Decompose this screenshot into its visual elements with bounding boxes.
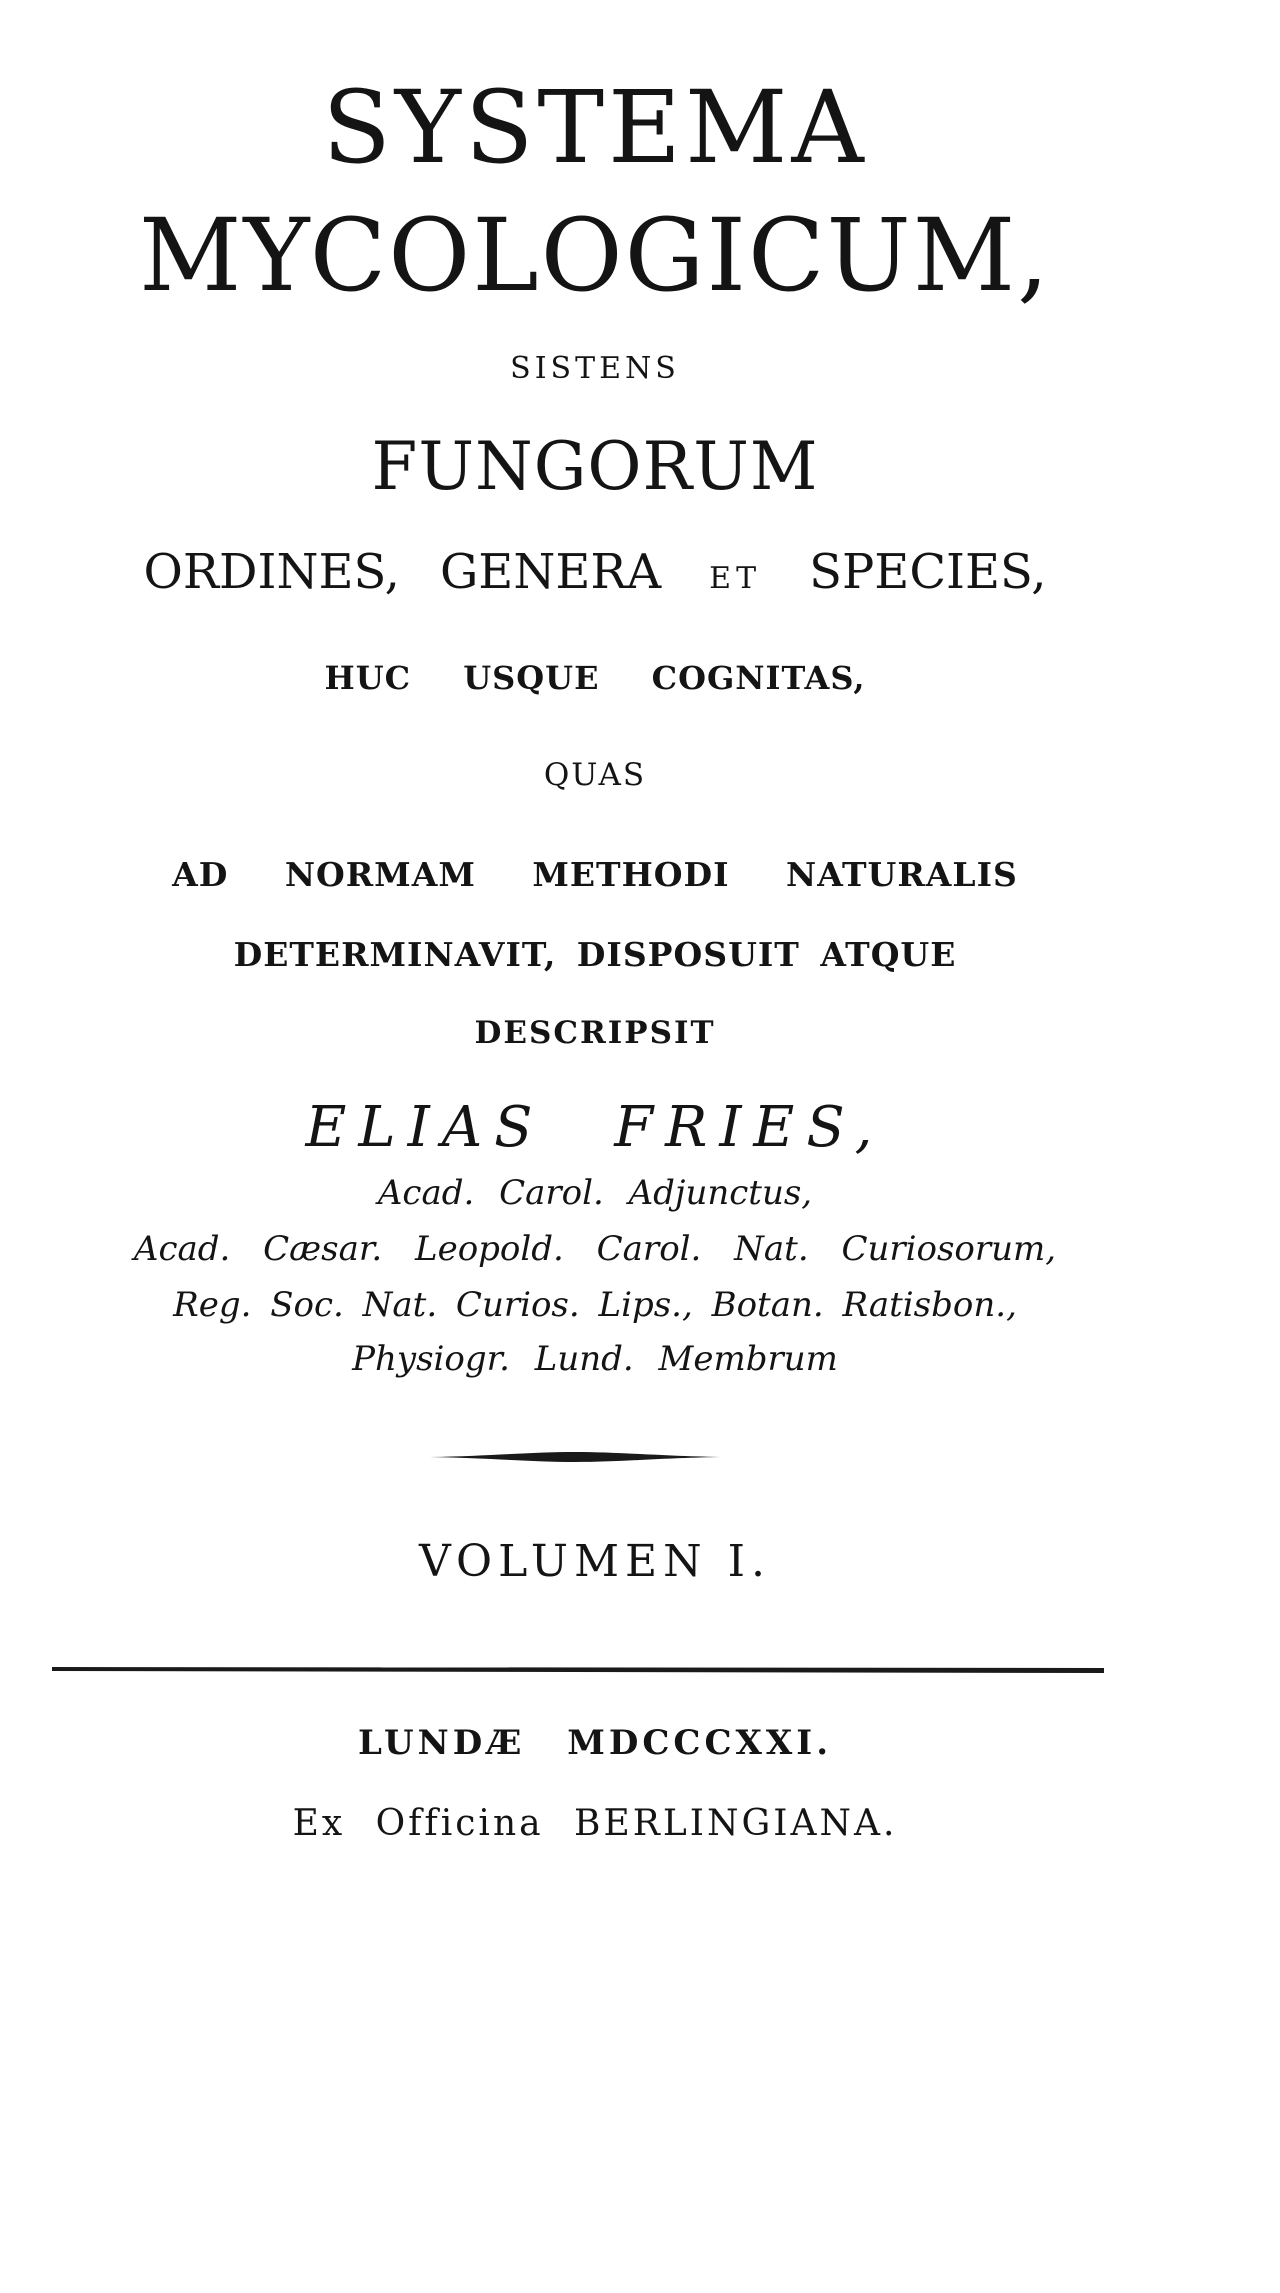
author-affiliation-1: Acad. Carol. Adjunctus,: [377, 1173, 813, 1213]
descripsit-text: DESCRIPSIT: [474, 1015, 716, 1051]
author-affiliation-4: Physiogr. Lund. Membrum: [352, 1339, 838, 1379]
et-word: ET: [709, 561, 762, 596]
genera-word: GENERA: [439, 544, 662, 600]
ordines-word: ORDINES,: [143, 544, 400, 600]
title-line-2: MYCOLOGICUM,: [139, 197, 1051, 314]
huc-usque-line: HUC USQUE COGNITAS,: [324, 659, 866, 697]
normam-line: AD NORMAM METHODI NATURALIS: [172, 855, 1018, 894]
imprint-place-date: LUNDÆ MDCCCXXI.: [357, 1723, 833, 1763]
author-affiliation-2: Acad. Cæsar. Leopold. Carol. Nat. Curiosorum,: [133, 1229, 1057, 1269]
fungorum-heading: FUNGORUM: [371, 428, 819, 505]
title-line-1: SYSTEMA: [322, 69, 868, 186]
volume-label: VOLUMEN I.: [419, 1536, 771, 1587]
horizontal-rule: [52, 1664, 1104, 1674]
determinavit-line: DETERMINAVIT, DISPOSUIT ATQUE: [233, 935, 957, 974]
ornamental-divider: [430, 1450, 720, 1464]
sistens-text: SISTENS: [510, 351, 680, 386]
quas-text: QUAS: [543, 757, 647, 793]
ordines-line: [0, 544, 1190, 600]
species-word: SPECIES,: [809, 544, 1047, 600]
author-name: ELIAS FRIES,: [305, 1095, 885, 1160]
author-affiliation-3: Reg. Soc. Nat. Curios. Lips., Botan. Ratisbon.,: [173, 1285, 1017, 1325]
imprint-printer: Ex Officina BERLINGIANA.: [292, 1803, 898, 1844]
